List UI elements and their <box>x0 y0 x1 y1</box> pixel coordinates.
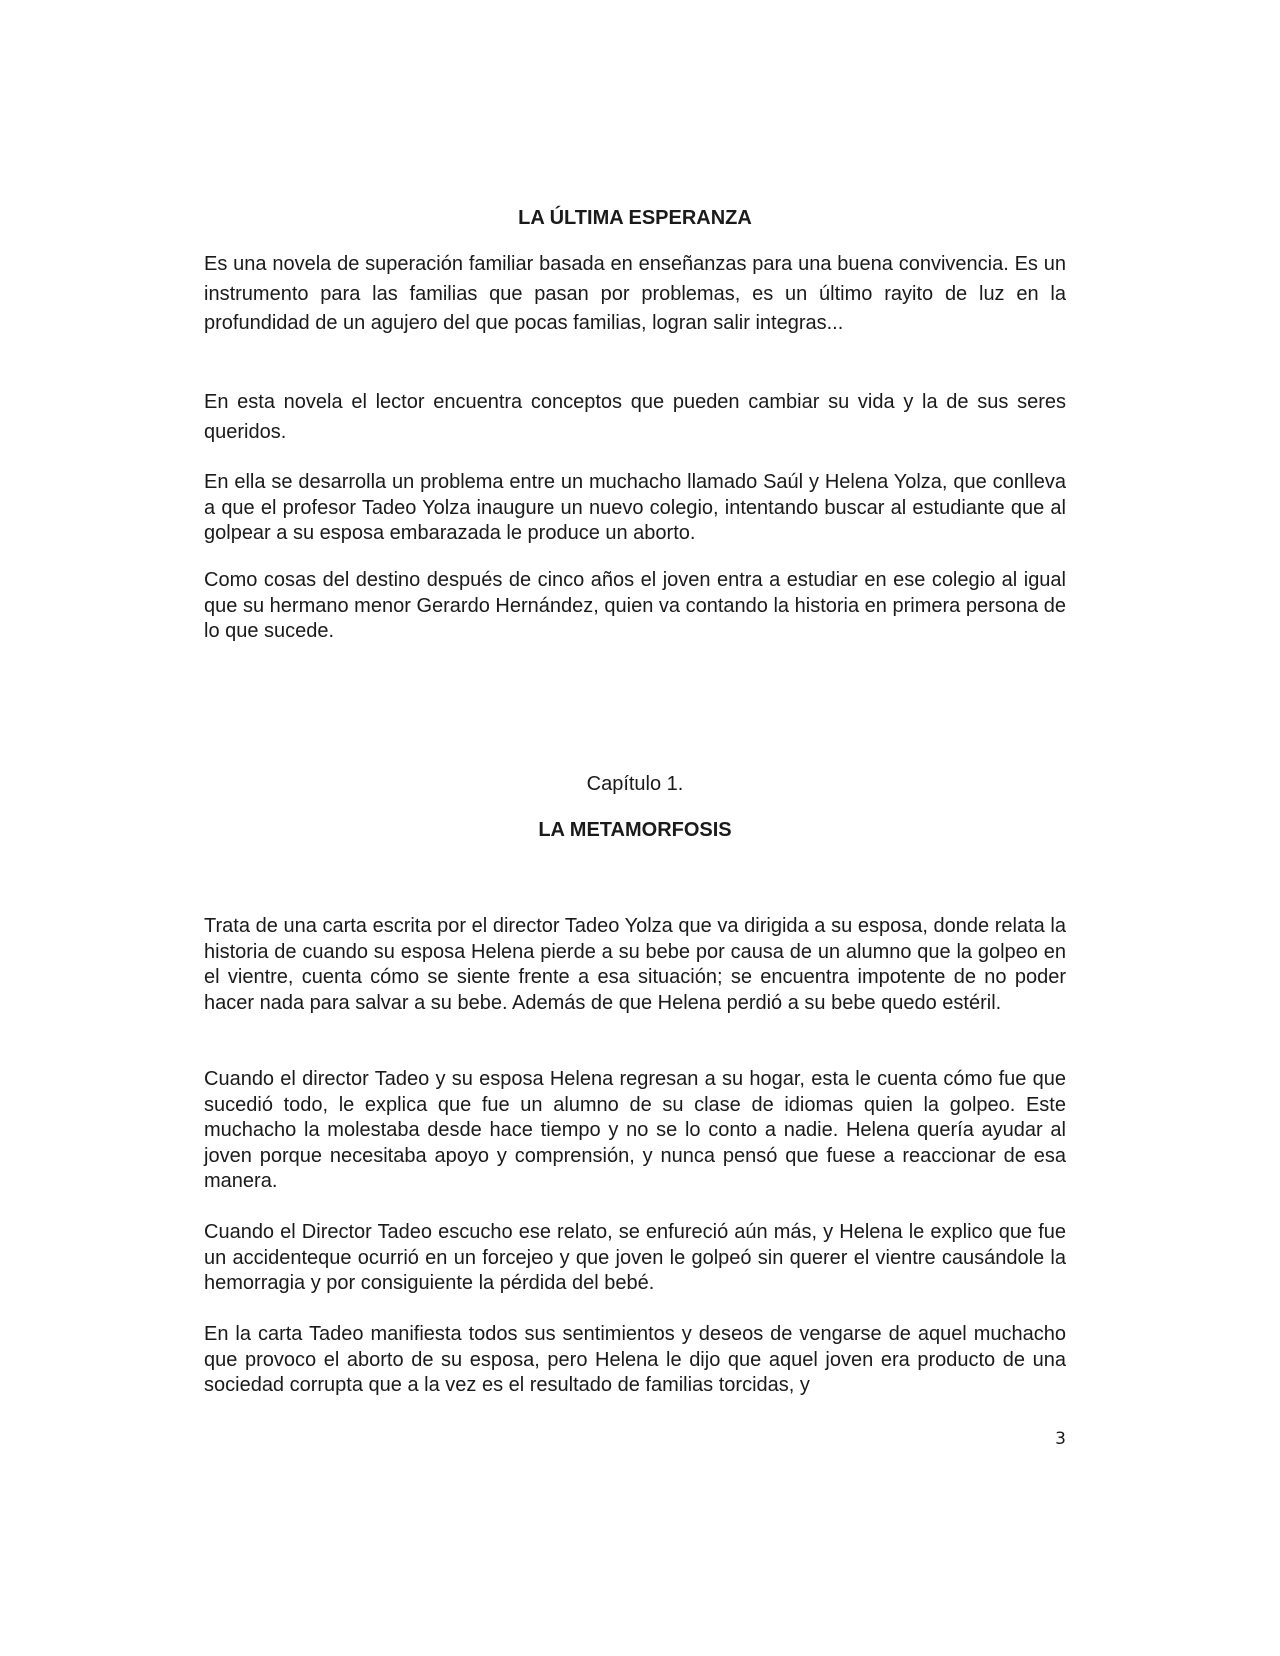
chapter-paragraph-4: En la carta Tadeo manifiesta todos sus sentimientos y deseos de vengarse de aquel muchacho que provoco el aborto de su esposa, pero Helena le dijo que aquel joven era producto de una sociedad corrupta que a la vez es el resultado de familias torcidas, y <box>204 1323 1066 1397</box>
intro-paragraph-1: Es una novela de superación familiar basada en enseñanzas para una buena convivencia. Es un instrumento para las familias que pasan por problemas, es un último rayito de luz en la profundidad de un agujero del que pocas familias, logran salir integras... <box>204 253 1066 334</box>
chapter-paragraph-1: Trata de una carta escrita por el director Tadeo Yolza que va dirigida a su esposa, donde relata la historia de cuando su esposa Helena pierde a su bebe por causa de un alumno que la golpeo en el vientre, cuenta cómo se siente frente a esa situación; se encuentra impotente de no poder hacer nada para salvar a su bebe. Además de que Helena perdió a su bebe quedo estéril. <box>204 915 1066 1014</box>
book-title: LA ÚLTIMA ESPERANZA <box>518 207 752 229</box>
intro-paragraph-2: En esta novela el lector encuentra conceptos que pueden cambiar su vida y la de sus seres queridos. <box>204 391 1066 443</box>
chapter-paragraph-3: Cuando el Director Tadeo escucho ese relato, se enfureció aún más, y Helena le explico que fue un accidenteque ocurrió en un forcejeo y que joven le golpeó sin querer el vientre causándole la hemorragia y por consiguiente la pérdida del bebé. <box>204 1221 1066 1295</box>
chapter-label: Capítulo 1. <box>586 773 684 795</box>
chapter-paragraph-2: Cuando el director Tadeo y su esposa Helena regresan a su hogar, esta le cuenta cómo fue que sucedió todo, le explica que fue un alumno de su clase de idiomas quien la golpeo. Este muchacho la molestaba desde hace tiempo y no se lo conto a nadie. Helena quería ayudar al joven porque necesitaba apoyo y comprensión, y nunca pensó que fuese a reaccionar de esa manera. <box>204 1068 1066 1193</box>
page-number: 3 <box>1055 1429 1066 1449</box>
intro-paragraph-4: Como cosas del destino después de cinco años el joven entra a estudiar en ese colegio al igual que su hermano menor Gerardo Hernández, quien va contando la historia en primera persona de lo que sucede. <box>204 569 1066 643</box>
intro-paragraph-3: En ella se desarrolla un problema entre un muchacho llamado Saúl y Helena Yolza, que conlleva a que el profesor Tadeo Yolza inaugure un nuevo colegio, intentando buscar al estudiante que al golpear a su esposa embarazada le produce un aborto. <box>204 471 1066 545</box>
chapter-title: LA METAMORFOSIS <box>538 819 732 841</box>
